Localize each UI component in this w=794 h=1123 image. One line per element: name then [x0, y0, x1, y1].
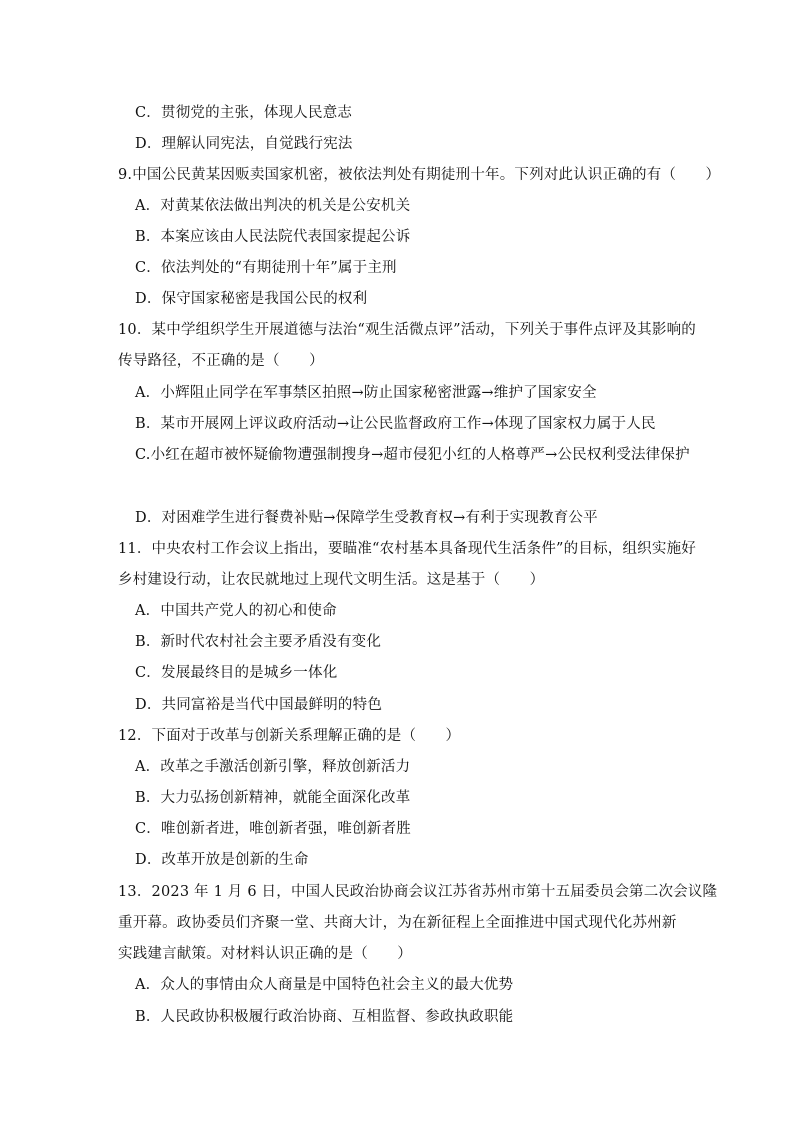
q9-option-c: C．依法判处的“有期徒刑十年”属于主刑	[135, 260, 397, 276]
q11-option-b: B．新时代农村社会主要矛盾没有变化	[135, 634, 382, 650]
q10-option-c: C.小红在超市被怀疑偷物遭强制搜身→超市侵犯小红的人格尊严→公民权利受法律保护	[135, 447, 690, 463]
q11-option-c: C．发展最终目的是城乡一体化	[135, 665, 338, 681]
q10-option-b: B．某市开展网上评议政府活动→让公民监督政府工作→体现了国家权力属于人民	[135, 416, 656, 432]
q11-option-a: A．中国共产党人的初心和使命	[135, 603, 337, 619]
q9-option-d: D．保守国家秘密是我国公民的权利	[135, 291, 368, 307]
q12-option-c: C．唯创新者进，唯创新者强，唯创新者胜	[135, 821, 411, 837]
q9-option-b: B．本案应该由人民法院代表国家提起公诉	[135, 229, 411, 245]
q8-option-d: D．理解认同宪法，自觉践行宪法	[135, 136, 353, 152]
q12-option-a: A．改革之手激活创新引擎，释放创新活力	[135, 759, 411, 775]
q13-stem-line-2: 重开幕。政协委员们齐聚一堂、共商大计，为在新征程上全面推进中国式现代化苏州新	[118, 915, 677, 931]
q10-option-a: A．小辉阻止同学在军事禁区拍照→防止国家秘密泄露→维护了国家安全	[135, 385, 597, 401]
q10-stem-line-1: 10．某中学组织学生开展道德与法治“观生活微点评”活动，下列关于事件点评及其影响的	[118, 322, 696, 338]
q13-stem-line-3: 实践建言献策。对材料认识正确的是（ ）	[118, 946, 412, 962]
q12-option-d: D．改革开放是创新的生命	[135, 852, 309, 868]
q12-option-b: B．大力弘扬创新精神，就能全面深化改革	[135, 790, 411, 806]
q9-stem: 9.中国公民黄某因贩卖国家机密，被依法判处有期徒刑十年。下列对此认识正确的有（ ）	[118, 167, 721, 183]
q13-stem-line-1: 13．2023 年 1 月 6 日，中国人民政治协商会议江苏省苏州市第十五届委员会第二次会议隆	[118, 884, 718, 900]
q9-option-a: A．对黄某依法做出判决的机关是公安机关	[135, 198, 411, 214]
q12-stem: 12．下面对于改革与创新关系理解正确的是（ ）	[118, 728, 461, 744]
q13-option-b: B．人民政协积极履行政治协商、互相监督、参政执政职能	[135, 1009, 514, 1025]
q11-option-d: D．共同富裕是当代中国最鲜明的特色	[135, 697, 383, 713]
q11-stem-line-2: 乡村建设行动，让农民就地过上现代文明生活。这是基于（ ）	[118, 572, 545, 588]
q10-option-d: D．对困难学生进行餐费补贴→保障学生受教育权→有利于实现教育公平	[135, 510, 598, 526]
q10-stem-line-2: 传导路径，不正确的是（ ）	[118, 353, 324, 369]
q13-option-a: A．众人的事情由众人商量是中国特色社会主义的最大优势	[135, 977, 514, 993]
q8-option-c: C．贯彻党的主张，体现人民意志	[135, 105, 353, 121]
q11-stem-line-1: 11．中央农村工作会议上指出，要瞄准“农村基本具备现代生活条件”的目标，组织实施好	[118, 541, 696, 557]
